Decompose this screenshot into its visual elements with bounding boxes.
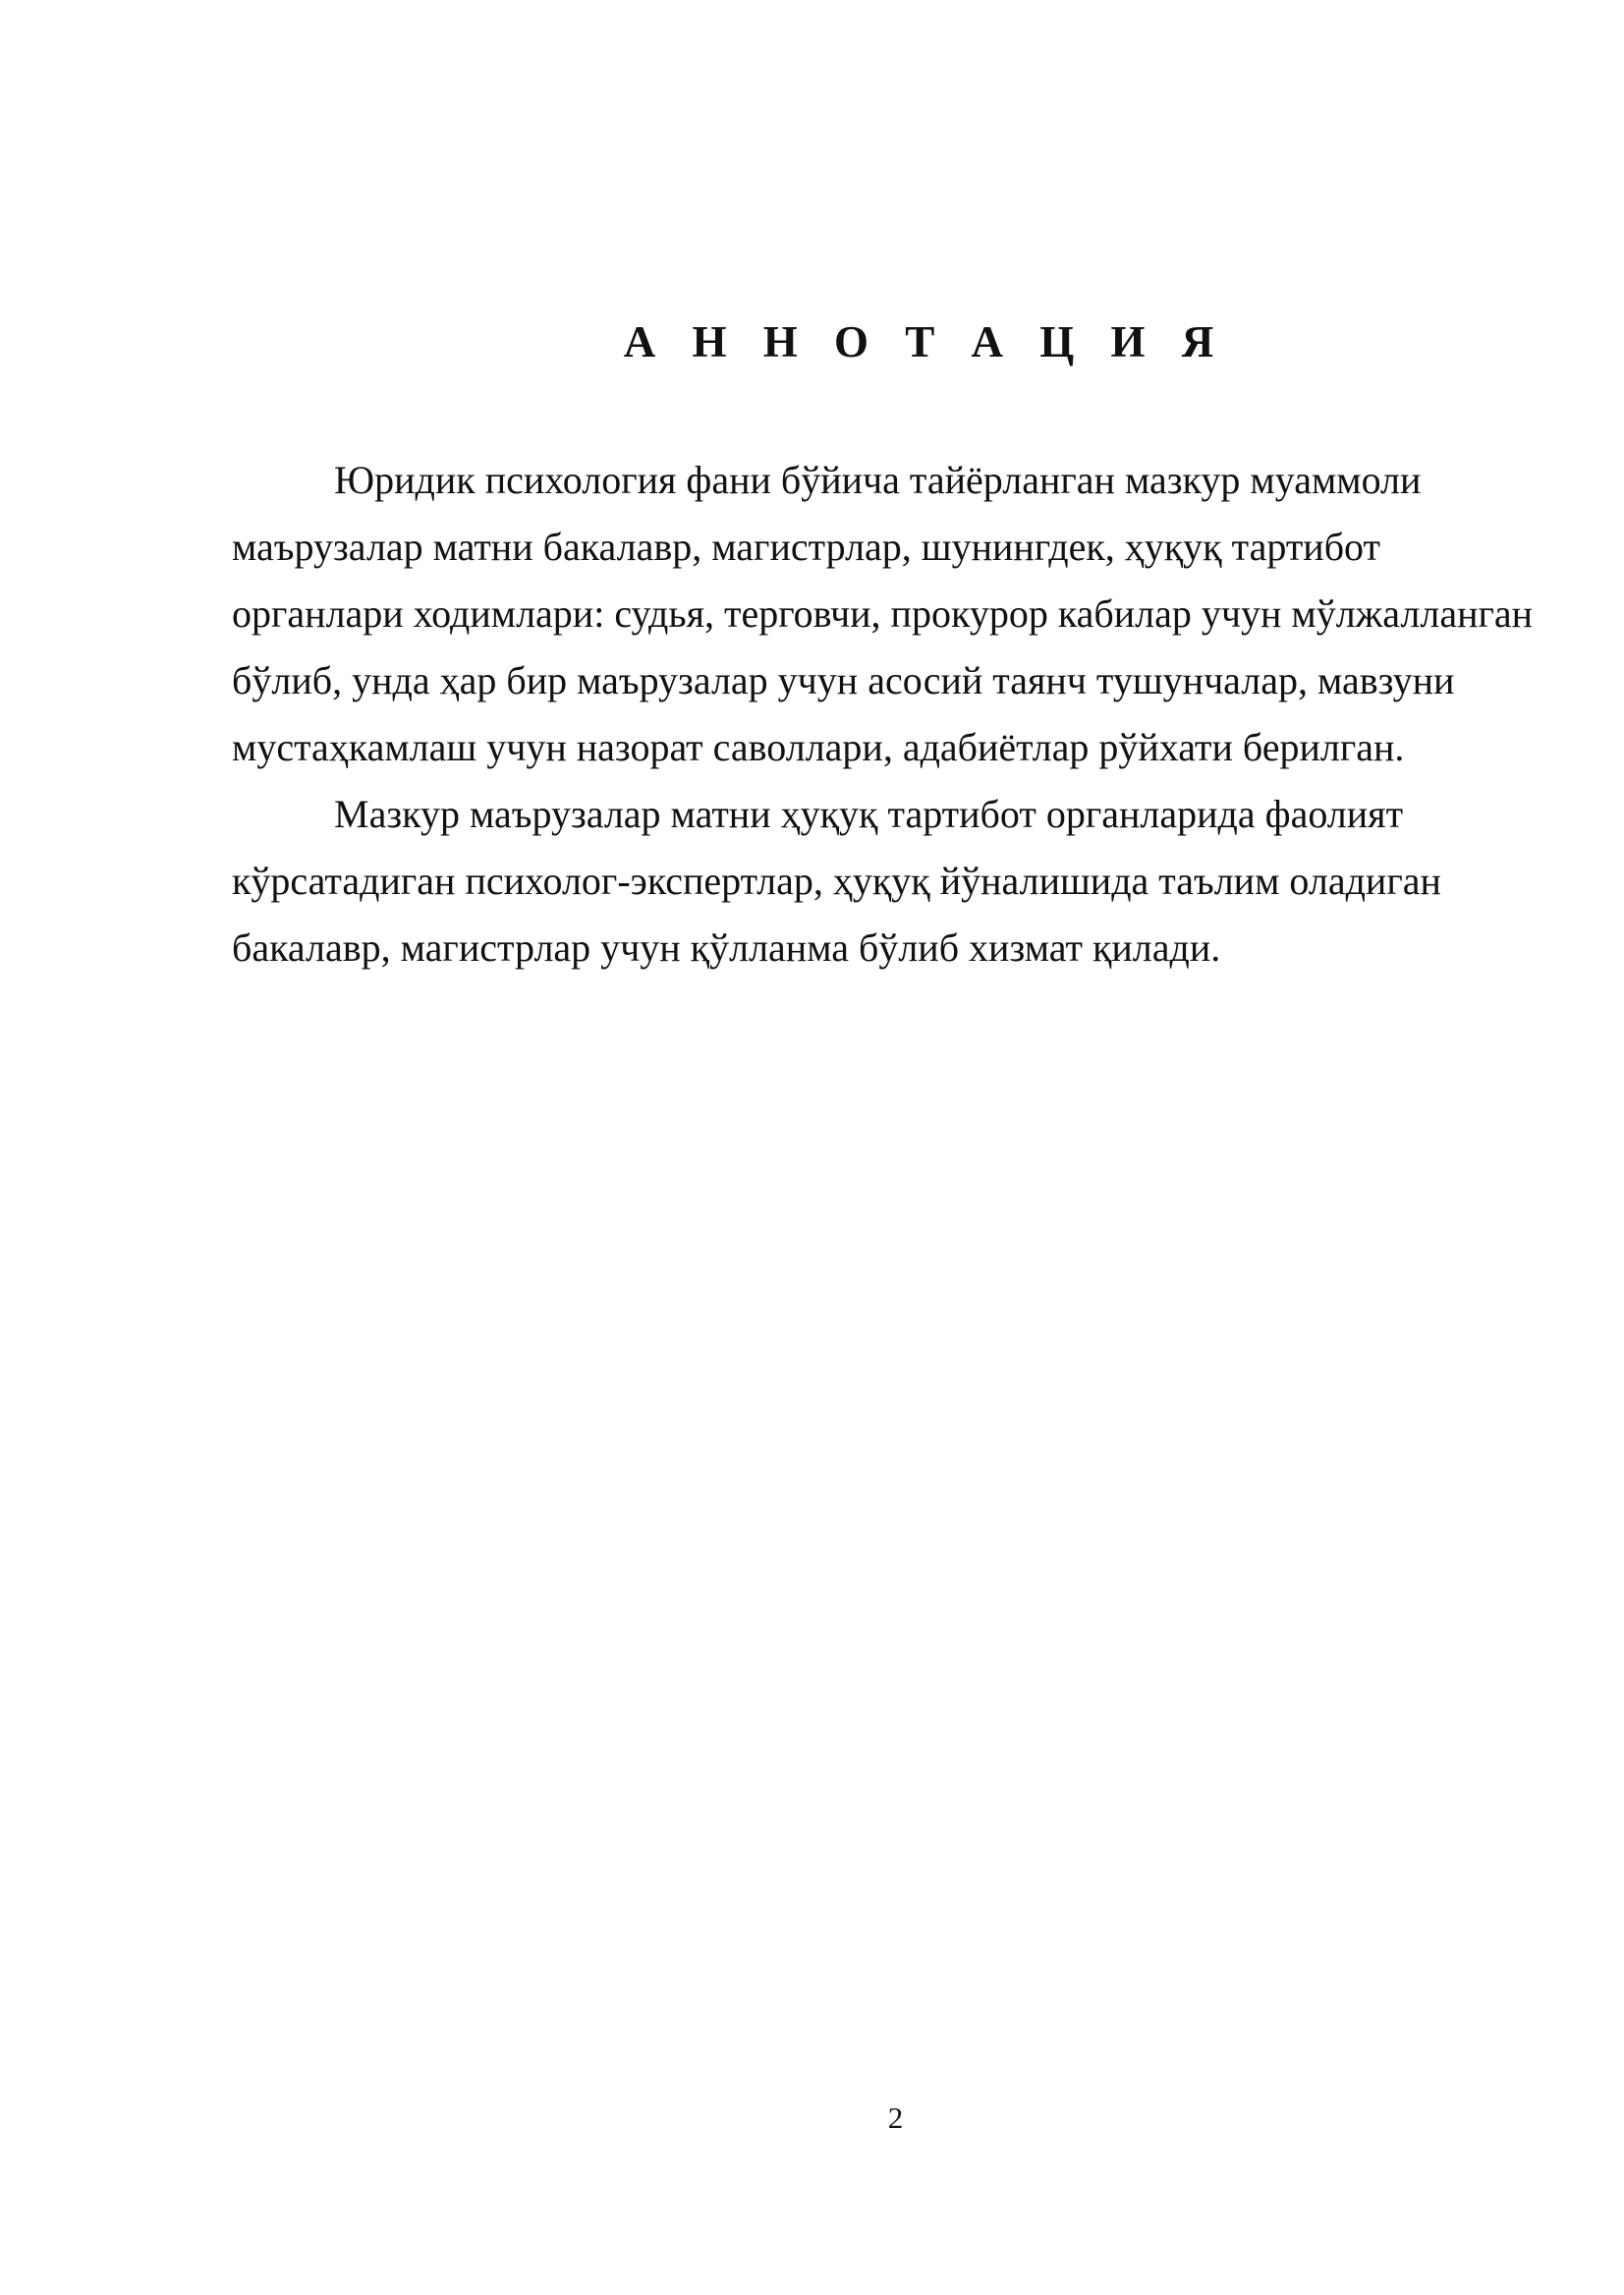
text-line: бакалавр, магистрлар учун қўлланма бўлиб хизмат қилади. <box>232 925 1221 970</box>
page-number: 2 <box>887 2100 904 2135</box>
text-line: органлари ходимлари: судья, терговчи, прокурор кабилар учун мўлжалланган <box>232 591 1534 636</box>
text-line: Юридик психология фани бўйича тайёрланган мазкур муаммоли <box>334 458 1422 502</box>
page-title: А Н Н О Т А Ц И Я <box>623 317 1227 366</box>
annotation-body <box>232 447 1534 981</box>
text-line: Мазкур маърузалар матни ҳуқуқ тартибот органларида фаолият <box>334 792 1404 836</box>
text-line: бўлиб, унда ҳар бир маърузалар учун асосий таянч тушунчалар, мавзуни <box>232 658 1455 702</box>
paragraph-2 <box>232 781 1509 981</box>
text-line: мустаҳкамлаш учун назорат саволлари, адабиётлар рўйхати берилган. <box>232 725 1405 769</box>
text-line: маърузалар матни бакалавр, магистрлар, шунингдек, ҳуқуқ тартибот <box>232 525 1381 569</box>
paragraph-1 <box>232 447 1534 781</box>
text-line: кўрсатадиган психолог-экспертлар, ҳуқуқ йўналишида таълим оладиган <box>232 859 1441 903</box>
